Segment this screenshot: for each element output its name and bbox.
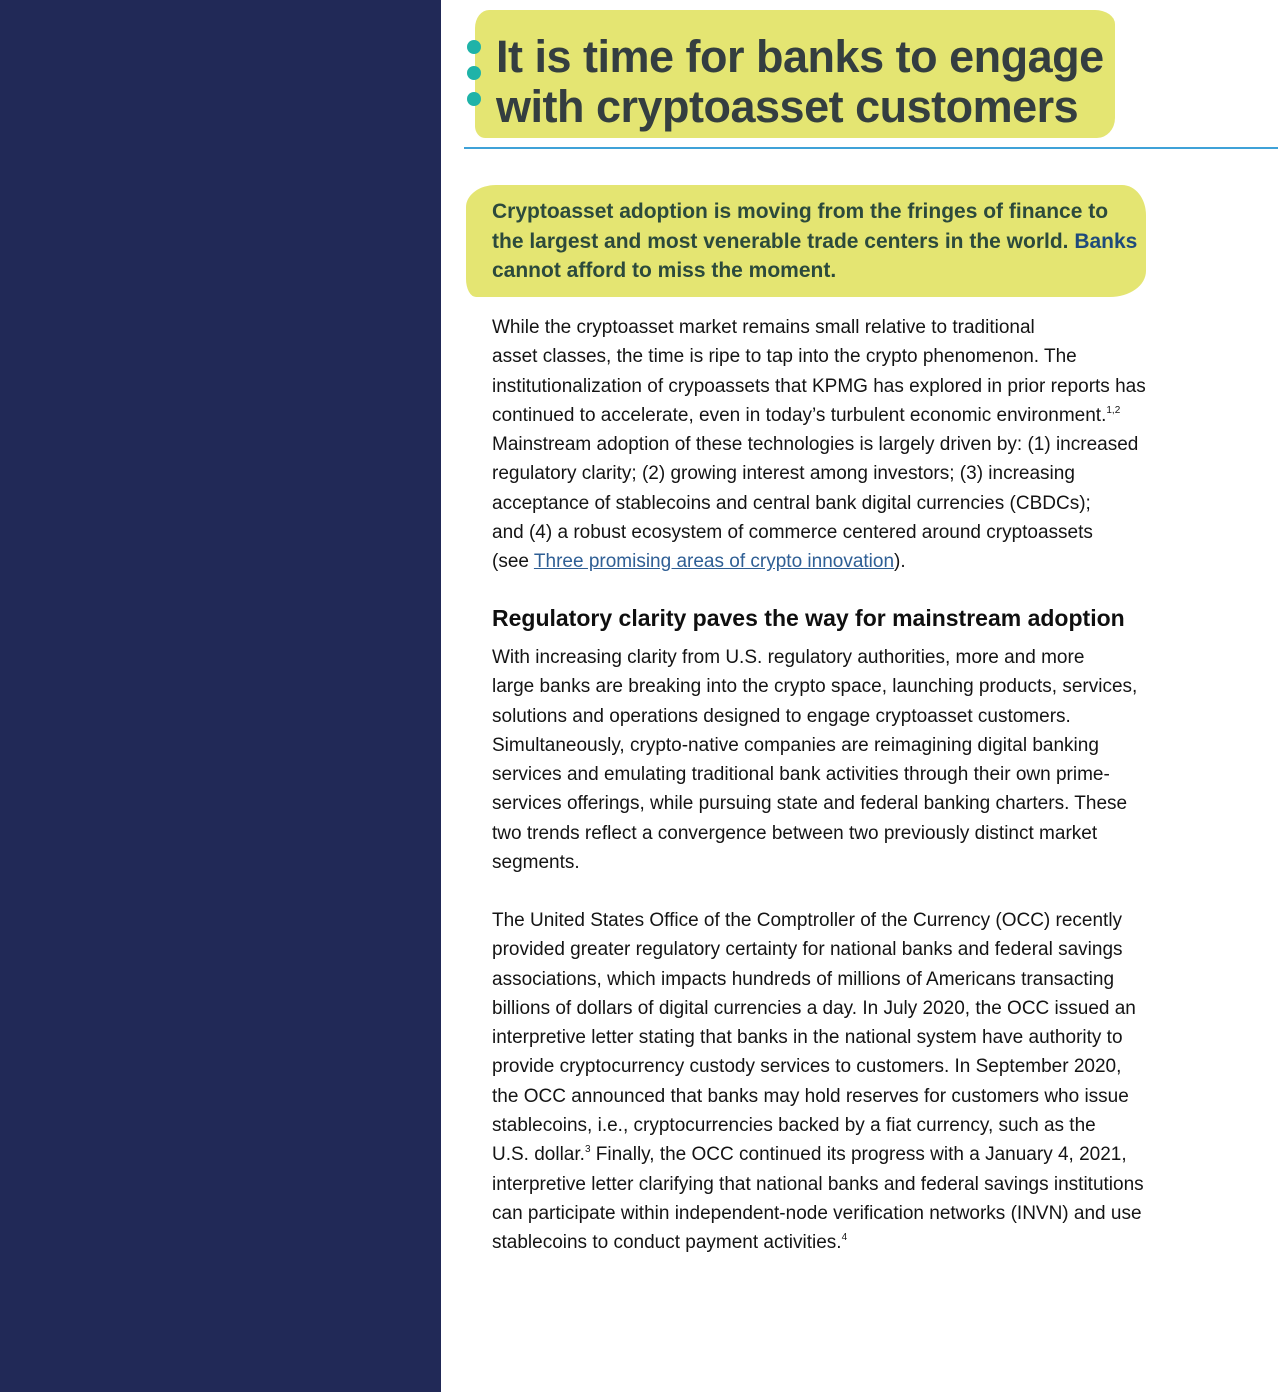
intro-paragraph: [492, 313, 1192, 577]
text-line: Mainstream adoption of these technologies is largely driven by: (1) increased: [492, 434, 1139, 456]
text-line: While the cryptoasset market remains small relative to traditional: [492, 317, 1035, 338]
text-line: continued to accelerate, even in today’s turbulent economic environment.: [492, 404, 1107, 426]
lead-paragraph: [492, 197, 1192, 286]
text-line: provided greater regulatory certainty for national banks and federal savings: [492, 939, 1123, 961]
footnote-ref: 1,2: [1106, 404, 1121, 416]
text-line: provide cryptocurrency custody services to customers. In September 2020,: [492, 1056, 1122, 1078]
text-line: The United States Office of the Comptroller of the Currency (OCC) recently: [492, 910, 1123, 931]
dot-icon: [467, 66, 481, 80]
text-line: asset classes, the time is ripe to tap into the crypto phenomenon. The: [492, 346, 1077, 368]
text-line: associations, which impacts hundreds of millions of Americans transacting: [492, 968, 1115, 990]
crypto-innovation-link[interactable]: Three promising areas of crypto innovation: [533, 551, 895, 573]
text-line: large banks are breaking into the crypto space, launching products, services,: [492, 676, 1138, 698]
text-line: regulatory clarity; (2) growing interest among investors; (3) increasing: [492, 463, 1075, 485]
footnote-ref: 3: [584, 1144, 591, 1156]
text-line: stablecoins to conduct payment activities.: [492, 1232, 842, 1254]
lead-line-2: the largest and most venerable trade centers in the world.: [492, 229, 1069, 253]
text-line: and (4) a robust ecosystem of commerce centered around cryptoassets: [492, 522, 1093, 544]
dot-icon: [467, 40, 481, 54]
page-title: [496, 32, 1136, 132]
text-fragment: ).: [894, 551, 906, 573]
text-line: acceptance of stablecoins and central bank digital currencies (CBDCs);: [492, 492, 1091, 514]
left-sidebar-panel: [0, 0, 441, 1392]
text-line: solutions and operations designed to engage cryptoasset customers.: [492, 705, 1071, 727]
text-line: services and emulating traditional bank activities through their own prime-: [492, 764, 1110, 786]
footnote-ref: 4: [841, 1232, 848, 1244]
dot-icon: [467, 92, 481, 106]
text-line: can participate within independent-node verification networks (INVN) and use: [492, 1202, 1142, 1224]
text-line: the OCC announced that banks may hold reserves for customers who issue: [492, 1085, 1129, 1107]
bullet-dots-icon: [464, 38, 484, 110]
text-line: segments.: [492, 852, 580, 874]
section-heading: Regulatory clarity paves the way for mainstream adoption: [492, 605, 1125, 631]
text-line: interpretive letter stating that banks in the national system have authority to: [492, 1027, 1123, 1049]
title-divider: [464, 147, 1278, 149]
lead-line-1: Cryptoasset adoption is moving from the fringes of finance to: [492, 200, 1109, 223]
title-line-2: with cryptoasset customers: [496, 81, 1079, 132]
lead-line-2-tail: Banks: [1068, 229, 1138, 253]
text-line: services offerings, while pursuing state and federal banking charters. These: [492, 793, 1128, 815]
text-line: interpretive letter clarifying that national banks and federal savings institutions: [492, 1173, 1144, 1195]
text-fragment: Finally, the OCC continued its progress with a January 4, 2021,: [590, 1144, 1127, 1166]
paragraph-2: [492, 643, 1192, 877]
text-line: billions of dollars of digital currencies a day. In July 2020, the OCC issued an: [492, 997, 1136, 1019]
text-fragment: U.S. dollar.: [492, 1144, 585, 1166]
text-line: two trends reflect a convergence between two previously distinct market: [492, 822, 1098, 844]
text-line: With increasing clarity from U.S. regulatory authorities, more and more: [492, 647, 1085, 668]
text-line: institutionalization of crypoassets that KPMG has explored in prior reports has: [492, 375, 1146, 397]
paragraph-3: [492, 906, 1192, 1258]
title-line-1: It is time for banks to engage: [496, 31, 1104, 82]
text-line: stablecoins, i.e., cryptocurrencies backed by a fiat currency, such as the: [492, 1115, 1096, 1137]
lead-line-3: cannot afford to miss the moment.: [492, 259, 837, 282]
text-line: Simultaneously, crypto-native companies are reimagining digital banking: [492, 734, 1099, 756]
text-fragment: (see: [492, 551, 534, 573]
